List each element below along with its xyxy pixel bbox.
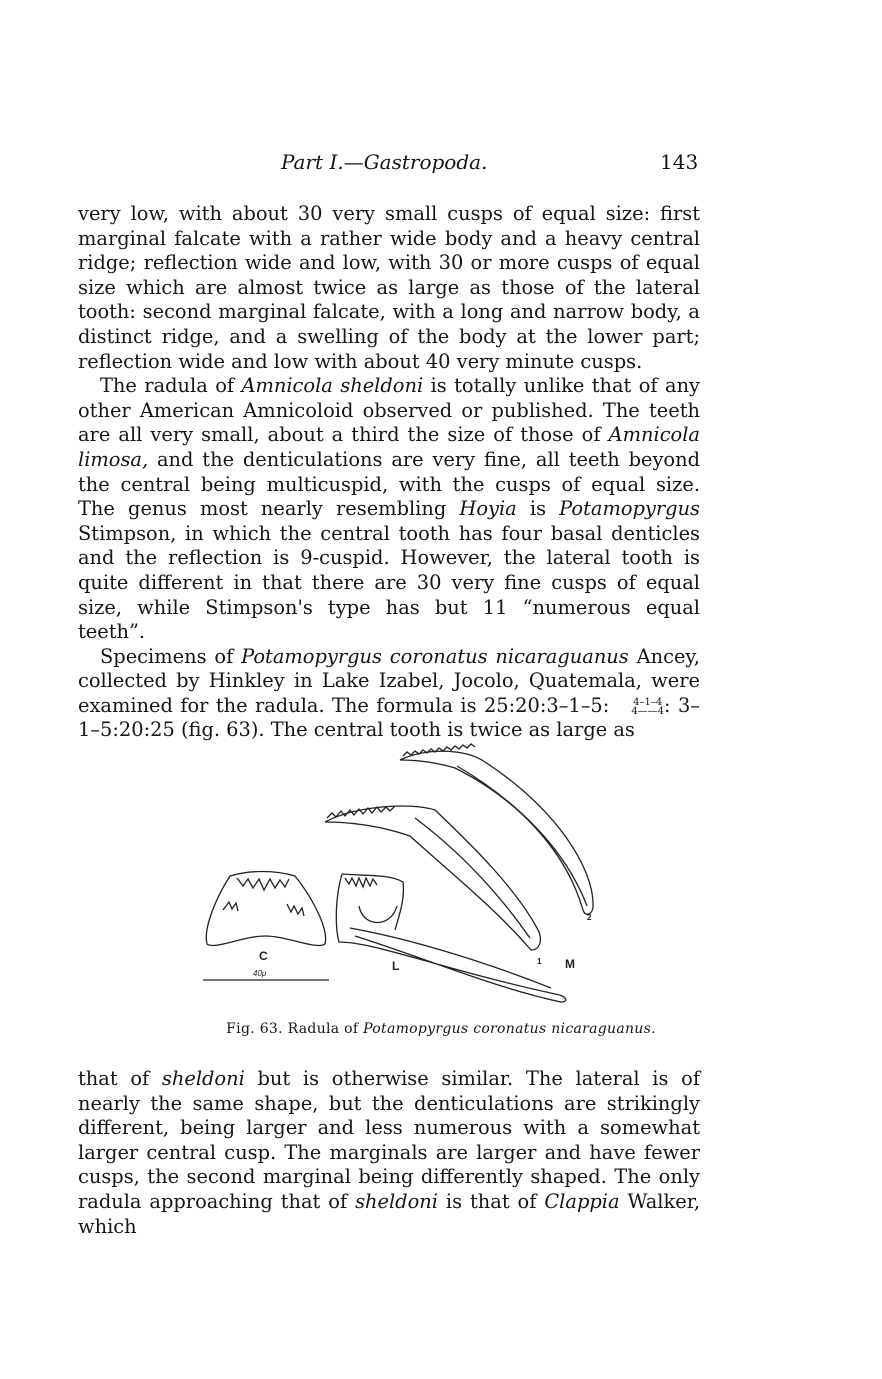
second-marginal-drawing	[400, 751, 593, 914]
scale-label: 40μ	[253, 969, 267, 978]
text-run: is that of	[437, 1189, 545, 1213]
genus-name: Hoyia	[459, 497, 517, 521]
first-marginal-ridge	[415, 818, 530, 938]
central-tooth-basal-denticles-right	[287, 904, 304, 916]
caption-species: Potamopyrgus coronatus nicaraguanus.	[363, 1021, 656, 1037]
text-run: Walker, which	[78, 1189, 700, 1238]
species-name: sheldoni	[161, 1067, 245, 1090]
label-first-marginal: 1	[537, 957, 542, 966]
text-run: Specimens of	[100, 644, 242, 668]
paragraph-3	[78, 645, 700, 743]
text-run: Stimpson, in which the central tooth has four basal denticles and the reflection is 9-cuspid. However, the lateral tooth is quite different in that there are 30 very fine cusps of equal size, while Stimpson's type has but 11 “numerous equal teeth”.	[78, 521, 700, 644]
text-run: : 3–1–5:20:25 (fig. 63). The central tooth is twice as large as	[78, 693, 700, 742]
figure-caption	[0, 1021, 882, 1037]
second-marginal-ridge	[457, 766, 587, 906]
running-title: Part I.—Gastropoda.	[281, 150, 488, 174]
central-tooth-cusps	[237, 878, 289, 890]
page-number: 143	[660, 150, 699, 174]
label-lateral: L	[392, 959, 400, 973]
species-name: sheldoni	[355, 1189, 438, 1213]
central-tooth-basal-denticles-left	[223, 902, 238, 911]
radula-figure	[195, 738, 615, 1013]
text-run: The radula of	[100, 374, 242, 398]
text-run: is	[516, 497, 560, 521]
genus-name: Potamopyrgus	[559, 497, 701, 521]
lateral-tooth-drawing	[336, 874, 566, 1002]
label-second-marginal: 2	[587, 913, 592, 922]
fraction-denominator: 4——4	[631, 705, 665, 717]
running-header	[0, 150, 882, 180]
lateral-tooth-cavity	[359, 906, 397, 923]
radula-formula-fraction	[609, 698, 664, 716]
lateral-tooth-cusps	[345, 878, 377, 887]
paragraph-1: very low, with about 30 very small cusps of equal size: first marginal falcate with a rather wide body and a heavy central ridge; reflection wide and low, with 30 or more cusps of equal size which are almost twice as large as those of the lateral tooth: second marginal falcate, with a long and narrow body, a distinct ridge, and a swelling of the body at the lower part; reflection wide and low with about 40 very minute cusps.	[78, 202, 700, 373]
body-text-top	[78, 202, 700, 743]
fraction-numerator: 4–1–4	[633, 696, 663, 708]
species-name: Amnicola sheldoni	[241, 374, 424, 398]
label-central: C	[259, 949, 268, 963]
label-marginal: M	[565, 957, 575, 971]
species-name: Potamopyrgus coronatus nicaraguanus	[241, 644, 629, 668]
lateral-tooth-ridge	[350, 928, 551, 988]
species-name: Amnicola limosa,	[78, 423, 700, 471]
body-text-bottom	[78, 1067, 700, 1239]
caption-text: Fig. 63. Radula of	[226, 1021, 364, 1037]
text-run: but is otherwise similar. The lateral is of nearly the same shape, but the denticulations are strikingly different, being larger and less numerous with a somewhat larger central cusp. The marginals are larger and have fewer cusps, the second marginal being differently shaped. The only radula approaching that of	[78, 1067, 700, 1213]
paragraph-4	[78, 1067, 700, 1239]
text-run: Ancey, collected by Hinkley in Lake Izabel, Jocolo, Quatemala, were examined for the radula. The formula is 25:20:3–1–5:	[78, 644, 700, 717]
text-run: that of	[78, 1067, 162, 1090]
paragraph-2	[78, 374, 700, 645]
first-marginal-cusps	[327, 806, 395, 818]
genus-name: Clappia	[544, 1189, 620, 1213]
first-marginal-drawing	[325, 806, 540, 950]
text-run: is totally unlike that of any other American Amnicoloid observed or published. The teeth are all very small, about a third the size of those of	[78, 374, 701, 447]
text-run: and the denticulations are very fine, all teeth beyond the central being multicuspid, with the cusps of equal size. The genus most nearly resembling	[78, 447, 700, 521]
